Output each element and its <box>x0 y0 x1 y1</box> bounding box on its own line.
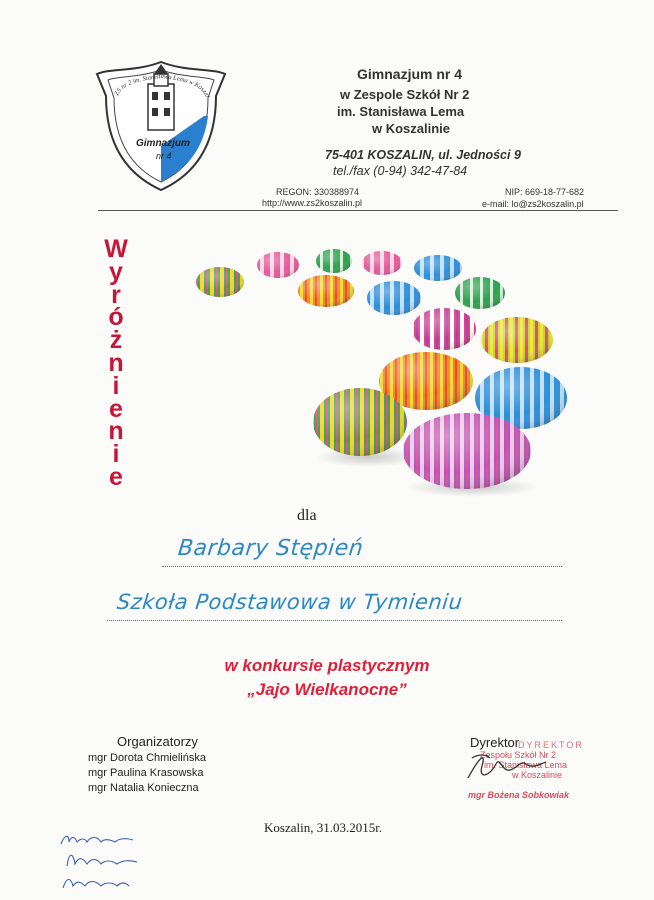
title-letter: e <box>109 462 123 491</box>
title-letter: n <box>108 417 124 446</box>
stamp-line: mgr Bożena Sobkowiak <box>468 790 570 800</box>
school-line-3: im. Stanisława Lema <box>337 104 465 119</box>
easter-egg <box>481 317 553 363</box>
school-line-4: w Koszalinie <box>372 121 451 136</box>
organizer-item: mgr Dorota Chmielińska <box>88 752 206 764</box>
organizer-item: mgr Natalia Konieczna <box>88 782 199 794</box>
stamp-line: DYREKTOR <box>518 740 584 750</box>
easter-egg <box>367 281 421 315</box>
easter-egg <box>298 275 354 307</box>
contest-name: „Jajo Wielkanocne” <box>247 680 407 699</box>
certificate-title <box>90 235 142 491</box>
director-signature <box>460 746 550 786</box>
crest-center-text-1: Gimnazjum <box>136 138 190 149</box>
place-and-date: Koszalin, 31.03.2015r. <box>264 820 383 835</box>
title-letter: r <box>111 280 121 309</box>
website <box>262 198 362 208</box>
title-letter: y <box>109 257 123 286</box>
easter-eggs-illustration <box>160 225 640 510</box>
school-phone: tel./fax (0-94) 342-47-84 <box>333 164 468 178</box>
title-letter: ó <box>108 303 124 332</box>
crest-ring-text: ZS nr 2 im. Stanisława Lema w Koszal <box>113 72 211 99</box>
title-letter: n <box>108 348 124 377</box>
easter-egg <box>414 255 462 281</box>
school-line-2: w Zespole Szkół Nr 2 <box>340 87 470 102</box>
contest-description: w konkursie plastycznym <box>224 656 430 675</box>
title-letter: i <box>112 371 120 400</box>
easter-egg <box>403 413 531 489</box>
nip-number: NIP: 669-18-77-682 <box>505 187 585 197</box>
stamp-line: Zespołu Szkół Nr 2 <box>480 750 557 760</box>
website-link[interactable]: www.zs2koszalin.pl <box>284 198 363 208</box>
easter-egg <box>257 252 299 278</box>
easter-egg <box>313 388 407 456</box>
easter-egg <box>316 249 352 273</box>
title-letter: e <box>109 394 123 423</box>
school-name: Gimnazjum nr 4 <box>357 66 463 82</box>
easter-egg <box>455 277 505 309</box>
website-prefix: http:// <box>262 198 285 208</box>
recipient-name: Barbary Stępień <box>176 536 365 561</box>
stamp-line: w Koszalinie <box>512 770 563 780</box>
for-label: dla <box>297 507 317 524</box>
organizer-item: mgr Paulina Krasowska <box>88 767 204 779</box>
director-label: Dyrektor <box>470 735 520 750</box>
title-letter: ż <box>109 326 123 355</box>
email <box>482 199 584 209</box>
easter-egg <box>196 267 244 297</box>
regon-number: REGON: 330388974 <box>276 187 360 197</box>
title-letter: W <box>104 235 128 263</box>
school-address: 75-401 KOSZALIN, ul. Jedności 9 <box>325 148 521 162</box>
school-crest-logo <box>92 56 230 196</box>
stamp-line: im. Stanisława Lema <box>484 760 568 770</box>
recipient-dotted-line <box>162 566 562 567</box>
email-prefix: e-mail: <box>482 199 512 209</box>
organizers-heading: Organizatorzy <box>117 734 198 749</box>
title-letter: i <box>112 440 120 469</box>
school-dotted-line <box>107 620 562 621</box>
easter-egg <box>412 308 476 350</box>
header-divider <box>98 210 618 211</box>
email-link[interactable]: lo@zs2koszalin.pl <box>511 199 584 209</box>
recipient-school: Szkoła Podstawowa w Tymieniu <box>115 590 464 614</box>
crest-center-text-2: nr 4 <box>156 151 172 161</box>
handwritten-signatures <box>57 830 157 896</box>
easter-egg <box>362 251 402 275</box>
